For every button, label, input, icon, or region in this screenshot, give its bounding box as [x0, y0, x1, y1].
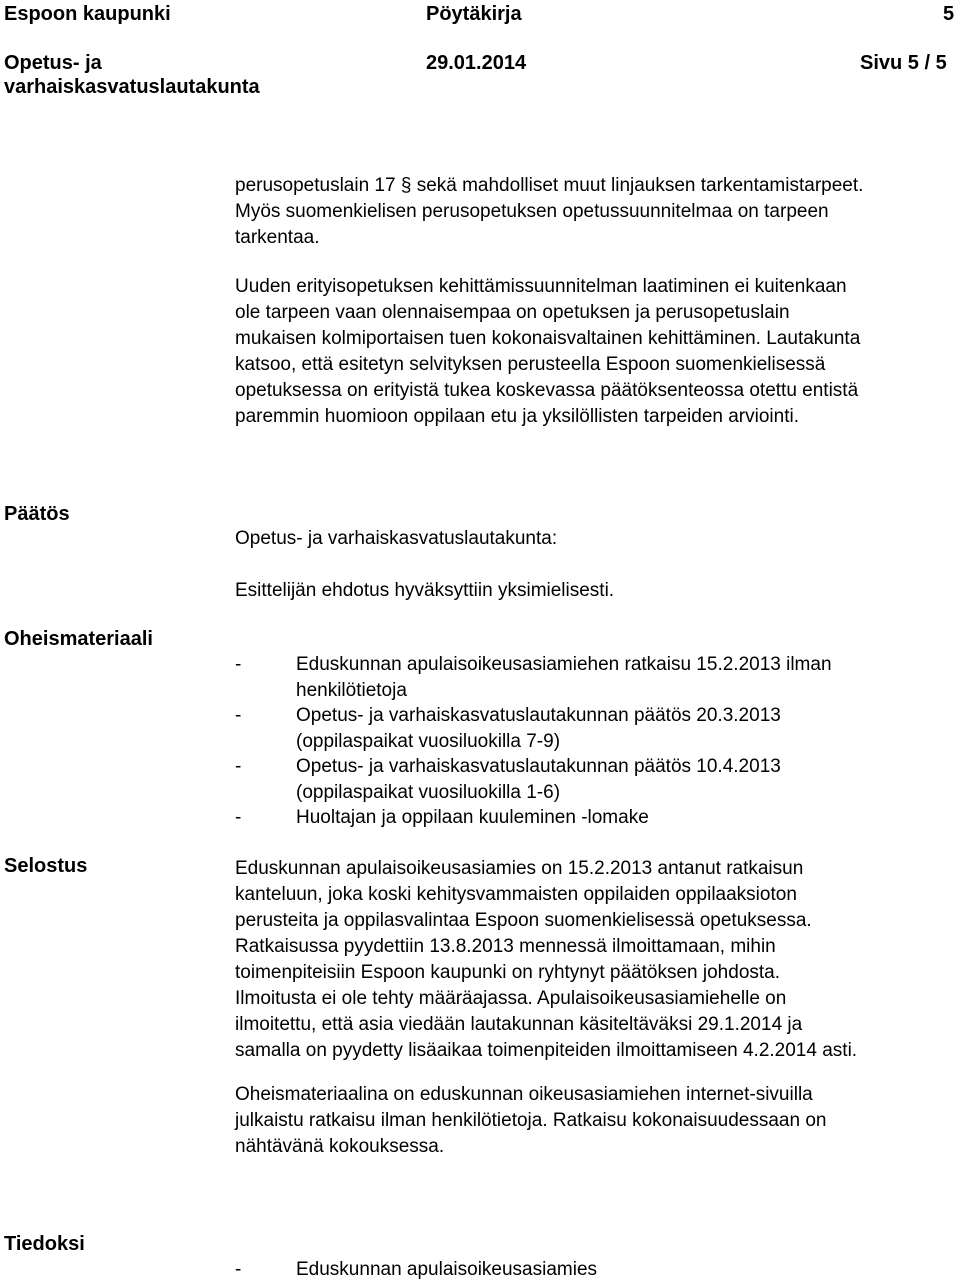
attachment-line: Huoltajan ja oppilaan kuuleminen -lomake	[296, 807, 649, 828]
text-line: Uuden erityisopetuksen kehittämissuunnitelman laatiminen ei kuitenkaan	[235, 276, 847, 297]
text-line: paremmin huomioon oppilaan etu ja yksilöllisten tarpeiden arviointi.	[235, 406, 799, 427]
text-line: kanteluun, joka koski kehitysvammaisten oppilaiden oppilaaksioton	[235, 884, 797, 905]
committee-line1: Opetus- ja	[4, 52, 102, 74]
attachment-line: Eduskunnan apulaisoikeusasiamiehen ratkaisu 15.2.2013 ilman	[296, 654, 832, 675]
text-line: perusopetuslain 17 § sekä mahdolliset muut linjauksen tarkentamistarpeet.	[235, 175, 864, 196]
attachments-label: Oheismateriaali	[4, 628, 153, 650]
org-name: Espoon kaupunki	[4, 3, 171, 25]
statement-label: Selostus	[4, 855, 88, 877]
decision-label: Päätös	[4, 503, 70, 525]
statement-paragraph-1	[235, 856, 955, 1064]
text-line: toimenpiteisiin Espoon kaupunki on ryhtynyt päätöksen johdosta.	[235, 962, 781, 983]
intro-paragraph	[235, 173, 955, 251]
text-line: Eduskunnan apulaisoikeusasiamies on 15.2.2013 antanut ratkaisun	[235, 858, 804, 879]
decision-body: Opetus- ja varhaiskasvatuslautakunta:	[235, 528, 558, 549]
text-line: nähtävänä kokouksessa.	[235, 1136, 445, 1157]
text-line: julkaistu ratkaisu ilman henkilötietoja. Ratkaisu kokonaisuudessaan on	[235, 1110, 827, 1131]
attachment-line: (oppilaspaikat vuosiluokilla 7-9)	[296, 731, 561, 752]
attachment-line: henkilötietoja	[296, 680, 407, 701]
text-line: tarkentaa.	[235, 227, 320, 248]
text-line: katsoo, että esitetyn selvityksen perusteella Espoon suomenkielisessä	[235, 354, 826, 375]
notice-line: Eduskunnan apulaisoikeusasiamies	[296, 1259, 598, 1280]
text-line: ole tarpeen vaan olennaisempaa on opetuksen ja perusopetuslain	[235, 302, 790, 323]
attachment-line: Opetus- ja varhaiskasvatuslautakunnan päätös 10.4.2013	[296, 756, 781, 777]
text-line: opetuksessa on erityistä tukea koskevassa päätöksenteossa otettu entistä	[235, 380, 859, 401]
text-line: samalla on pyydetty lisäaikaa toimenpiteiden ilmoittamiseen 4.2.2014 asti.	[235, 1040, 858, 1061]
committee-line2: varhaiskasvatuslautakunta	[4, 76, 260, 98]
development-paragraph	[235, 274, 955, 430]
attachment-line: Opetus- ja varhaiskasvatuslautakunnan päätös 20.3.2013	[296, 705, 781, 726]
notices-label: Tiedoksi	[4, 1233, 85, 1255]
text-line: Myös suomenkielisen perusopetuksen opetussuunnitelmaa on tarpeen	[235, 201, 829, 222]
text-line: mukaisen kolmiportaisen tuen kokonaisvaltainen kehittäminen. Lautakunta	[235, 328, 861, 349]
statement-paragraph-2	[235, 1082, 955, 1160]
page-number: Sivu 5 / 5	[860, 52, 947, 74]
text-line: Oheismateriaalina on eduskunnan oikeusasiamiehen internet-sivuilla	[235, 1084, 813, 1105]
doc-type: Pöytäkirja	[426, 3, 522, 25]
attachment-line: (oppilaspaikat vuosiluokilla 1-6)	[296, 782, 561, 803]
text-line: perusteita ja oppilasvalintaa Espoon suomenkielisessä opetuksessa.	[235, 910, 812, 931]
text-line: ilmoitettu, että asia viedään lautakunnan käsiteltäväksi 29.1.2014 ja	[235, 1014, 803, 1035]
list-dash: -	[235, 654, 242, 675]
list-dash: -	[235, 1259, 242, 1280]
decision-text: Esittelijän ehdotus hyväksyttiin yksimielisesti.	[235, 580, 615, 601]
list-dash: -	[235, 705, 242, 726]
text-line: Ilmoitusta ei ole tehty määräajassa. Apulaisoikeusasiamiehelle on	[235, 988, 787, 1009]
list-dash: -	[235, 807, 242, 828]
text-line: Ratkaisussa pyydettiin 13.8.2013 mennessä ilmoittamaan, mihin	[235, 936, 776, 957]
meeting-date: 29.01.2014	[426, 52, 527, 74]
list-dash: -	[235, 756, 242, 777]
item-number: 5	[943, 3, 955, 25]
